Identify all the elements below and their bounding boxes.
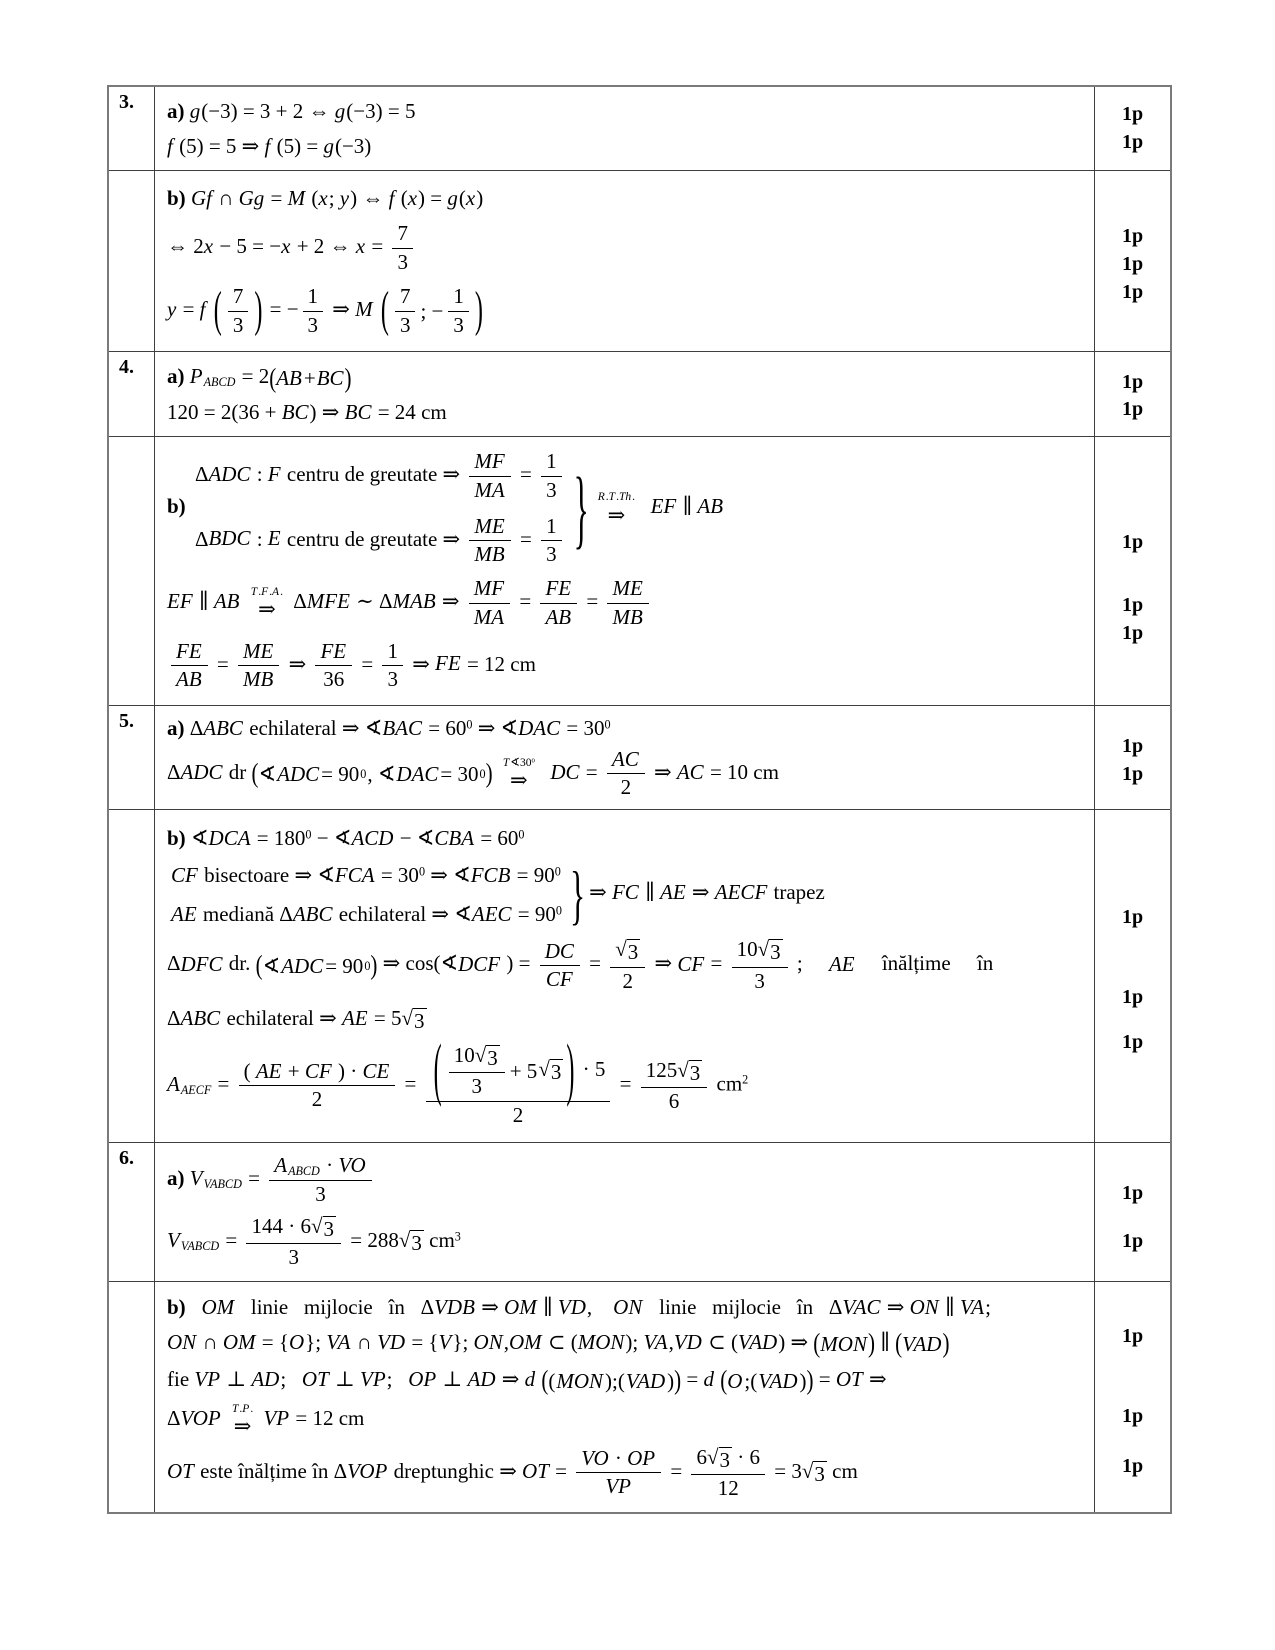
problem-number: 3. [109,87,155,170]
solution-line: $\frac{FE}{AB}$ = $\frac{ME}{MB}$ ⇒ $\frac{FE}{36}$ = $\frac{1}{3}$ ⇒ FE = 12 cm [167,640,1088,692]
solution-line: f (5) = 5 ⇒ f (5) = g(−3) [167,133,372,158]
problem-number: 5. [109,706,155,809]
solution-line: EF ∥ AB T.F.A. ⇒ ΔMFE ∼ ΔMAB ⇒ $\frac{MF}{MA}$ = $\frac{FE}{AB}$ = $\frac{ME}{MB}$ [167,577,1088,629]
point-value: 1p [1121,1182,1144,1204]
point-value: 1p [1121,1455,1144,1477]
points-cell [1094,437,1170,705]
point-value: 1p [1121,225,1144,247]
point-value: 1p [1121,281,1144,303]
problem-number [109,171,155,351]
solution-line: ΔVOP T.P. ⇒ VP = 12 cm [167,1402,365,1438]
point-value: 1p [1121,1325,1144,1347]
solution-cell [155,437,1094,705]
solution-line: ΔADC dr ( ∢ ADC = 90 0 , ∢ DAC = 30 0 ) $T∢30^0$ ⇒ DC = $\frac{AC}{2}$ ⇒ AC = 10 cm [167,746,779,800]
points-cell [1094,1143,1170,1281]
table-row [109,437,1170,706]
table-row [109,87,1170,171]
points-cell [1094,706,1170,809]
point-value: 1p [1121,371,1144,393]
point-value: 1p [1121,531,1144,553]
table-row [109,1282,1170,1512]
solution-line: $V_{VABCD}$ = 144 · 6 √ 3 3 = 288 √ 3 $cm^3$ [167,1213,461,1270]
problem-number: 4. [109,352,155,436]
points-cell [1094,810,1170,1142]
problem-number [109,810,155,1142]
solution-line: ⇔ 2x − 5 = −x + 2 ⇔ x = $\frac{7}{3}$ [167,222,1088,274]
solution-line: b) Gf ∩ Gg = M (x; y) ⇔ f (x) = g(x) [167,185,484,210]
problem-number [109,437,155,705]
table-row [109,352,1170,437]
solution-line: ON ∩ OM = {O}; VA ∩ VD = {V}; ON,OM ⊂ (MON); VA,VD ⊂ (VAD) ⇒ ( MON ) ∥ ( VAD ) [167,1327,950,1359]
point-value: 1p [1121,735,1144,757]
solution-cell [155,1282,1094,1512]
point-value: 1p [1121,1031,1144,1053]
problem-number [109,1282,155,1512]
point-value: 1p [1121,253,1144,275]
points-cell [1094,87,1170,170]
solution-line: OT este înălțime în ΔVOP dreptunghic ⇒ OT = $\frac{VO \cdot OP}{VP}$ = 6 √ 3 · 6 12 = 3 √ 3 cm [167,1444,858,1500]
solution-line: b) ∢DCA = $180^0$ − ∢ACD − ∢CBA = $60^0$ [167,825,525,850]
point-value: 1p [1121,763,1144,785]
point-value: 1p [1121,1405,1144,1427]
solution-line: a) ΔABC echilateral ⇒ ∢BAC = $60^0$ ⇒ ∢DAC = $30^0$ [167,716,611,741]
solution-line: y = f ( 7 3 ) = − $\frac{1}{3}$ ⇒ M ( 7 3 ; − 1 3 ) [167,282,483,338]
solution-line: a) $V_{VABCD}$ = $A_{ABCD}$ · VO 3 [167,1154,1088,1206]
solution-line: ΔDFC dr. ( ∢ ADC = 90 0 ) ⇒ cos(∢DCF ) = $\frac{DC}{CF}$ = √ 3 2 ⇒ CF = 10 √ 3 3 ; AE înălțime în [167,937,994,993]
point-value: 1p [1121,398,1144,420]
problem-number: 6. [109,1143,155,1281]
solution-line: b) ΔADC : F centru de greutate ⇒ $\frac{MF}{MA}$ = $\frac{1}{3}$ ΔBDC : E centru de greutate ⇒ $\frac{ME}{MB}$ = $\frac{1}{3}$ } R.T.Th. ⇒ EF ∥ AB [167,449,724,567]
point-value: 1p [1121,622,1144,644]
point-value: 1p [1121,103,1144,125]
solutions-table [107,85,1172,1514]
solution-cell [155,87,1094,170]
table-row [109,1143,1170,1282]
points-cell [1094,352,1170,436]
solution-line: 120 = 2(36 + BC) ⇒ BC = 24 cm [167,399,447,424]
point-value: 1p [1121,906,1144,928]
solution-line: $A_{AECF}$ = $\frac{( AE + CF ) \cdot CE}{2}$ = ( 10 √ 3 3 + 5 √ 3 ) · 5 2 = 125 √ 3 6 $cm^2$ [167,1030,749,1127]
solution-line: ΔABC echilateral ⇒ AE = 5 √ 3 [167,1005,425,1033]
solution-cell [155,1143,1094,1281]
point-value: 1p [1121,986,1144,1008]
solution-cell [155,171,1094,351]
table-row [109,706,1170,810]
solution-cell [155,706,1094,809]
solution-cell [155,810,1094,1142]
solution-line: a) $P_{ABCD} = 2$ ( AB + BC ) [167,361,352,393]
point-value: 1p [1121,594,1144,616]
solution-line: fie VP ⊥ AD; OT ⊥ VP; OP ⊥ AD ⇒ d ( ( MON );( VAD ) ) = d ( O ;( VAD ) ) = OT ⇒ [167,1364,887,1396]
table-row [109,810,1170,1143]
points-cell [1094,1282,1170,1512]
table-row [109,171,1170,352]
point-value: 1p [1121,1230,1144,1252]
solution-line: b) OM linie mijlocie în ΔVDB ⇒ OM ∥ VD, ON linie mijlocie în ΔVAC ⇒ ON ∥ VA; [167,1294,991,1319]
point-value: 1p [1121,131,1144,153]
solution-line: a) g(−3) = 3 + 2 ⇔ g(−3) = 5 [167,99,416,124]
points-cell [1094,171,1170,351]
solution-line: CF bisectoare ⇒ ∢FCA = $30^0$ ⇒ ∢FCB = $90^0$ AE mediană ΔABC echilateral ⇒ ∢AEC = $90^0$ } ⇒ FC ∥ AE ⇒ AECF trapez [171,857,825,931]
solution-cell [155,352,1094,436]
